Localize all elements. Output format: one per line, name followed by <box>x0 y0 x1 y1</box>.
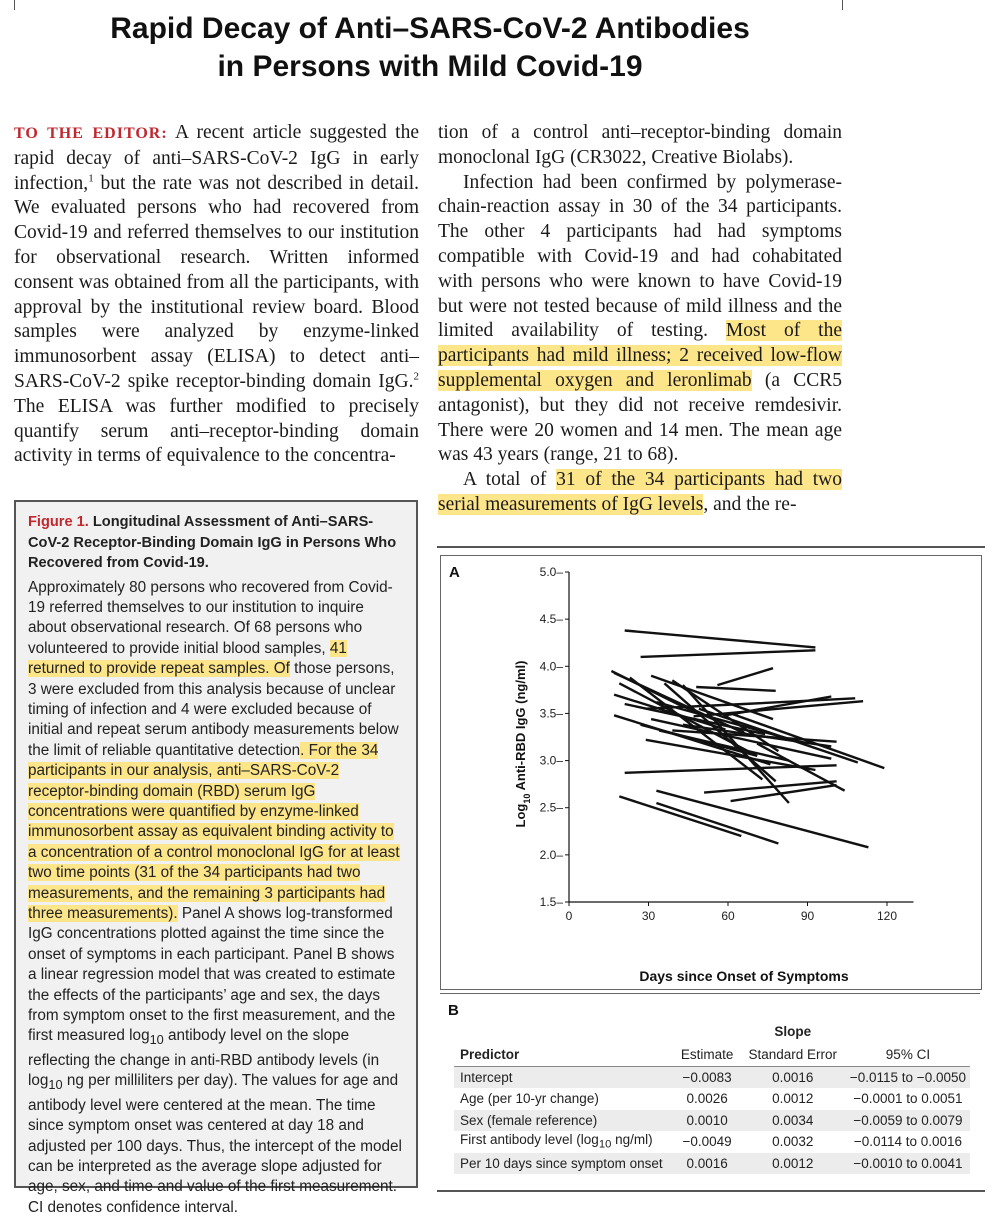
predictor-cell: Per 10 days since symptom onset <box>454 1153 675 1175</box>
figure-label: Figure 1. <box>28 514 89 530</box>
series-line-participant-16 <box>646 740 816 770</box>
x-axis-label: Days since Onset of Symptoms <box>639 968 849 984</box>
regression-table <box>454 1020 970 1175</box>
participant-lines <box>611 631 884 848</box>
series-line-participant-22 <box>694 701 864 716</box>
highlighted-text: . For the 34 participants in our analysis, anti–SARS-CoV-2 receptor-binding domain (RBD) serum IgG concentrations were quantified by enzyme-linked immunosorbent assay as equivalent binding activity to a concentration of a control monoclonal IgG for at least two time points (31 of the 34 participants had two measurements, and the remaining 3 participants had three measurements). <box>28 742 400 922</box>
y-tick-label: 3.0– <box>540 754 564 768</box>
table-row <box>454 1153 970 1175</box>
figure-caption <box>14 500 418 1188</box>
title-line-2: in Persons with Mild Covid-19 <box>0 48 860 86</box>
article-title <box>0 10 860 86</box>
letter-paragraph-2 <box>438 171 842 469</box>
header-predictor: Predictor <box>454 1042 675 1067</box>
highlighted-text: 31 of the 34 participants had two serial measurements of IgG levels <box>438 469 842 515</box>
letter-text: but the rate was not described in detail. We evaluated persons who had recovered from Covid-19 and referred themselves to our institution for observational research. Written informed consent was obtained from all the participants, with approval by the institutional review board. Blood samples were analyzed by enzyme-linked immunosorbent assay (ELISA) to detect anti–SARS-CoV-2 spike receptor-binding domain IgG. <box>14 173 419 392</box>
header-estimate: Estimate <box>675 1042 740 1067</box>
header-ci: 95% CI <box>846 1042 970 1067</box>
y-tick-label: 5.0– <box>540 565 564 579</box>
letter-column-1 <box>14 121 419 469</box>
estimate-cell: 0.0010 <box>675 1110 740 1132</box>
reference-2: 2 <box>414 370 420 382</box>
to-the-editor-label: TO THE EDITOR: <box>14 125 168 142</box>
ci-cell: −0.0115 to −0.0050 <box>846 1067 970 1089</box>
letter-text: A recent article suggested the rapid decay of anti–SARS-CoV-2 IgG in early infection, <box>14 122 419 194</box>
letter-text: , and the re- <box>703 494 796 515</box>
highlighted-text: 41 returned to provide repeat samples. Of <box>28 640 347 677</box>
corner-tick-right <box>842 0 843 10</box>
table-row <box>454 1110 970 1132</box>
series-line-participant-02 <box>641 650 816 657</box>
estimate-cell: −0.0049 <box>675 1131 740 1153</box>
predictor-cell: Age (per 10-yr change) <box>454 1088 675 1110</box>
panel-a-label: A <box>449 564 460 581</box>
y-tick-label: 3.5– <box>540 706 564 720</box>
table-row <box>454 1131 970 1153</box>
series-line-participant-30 <box>656 803 778 844</box>
se-cell: 0.0016 <box>740 1067 846 1089</box>
estimate-cell: −0.0083 <box>675 1067 740 1089</box>
predictor-cell: Intercept <box>454 1067 675 1089</box>
highlighted-text: Most of the participants had mild illness; 2 received low-flow supplemental oxygen and leronlimab <box>438 320 842 391</box>
column-header-row <box>454 1042 970 1067</box>
letter-text: (a CCR5 antagonist), but they did not receive remdesivir. There were 20 women and 14 men. The mean age was 43 years (range, 21 to 68). <box>438 370 842 465</box>
y-axis-label: Log$_{10}$ Anti-RBD IgG (ng/ml) <box>513 661 532 828</box>
letter-paragraph-continued: tion of a control anti–receptor-binding domain monoclonal IgG (CR3022, Creative Biolabs). <box>438 121 842 171</box>
caption-text: those persons, 3 were excluded from this analysis because of unclear timing of infection and 4 were excluded because of initial and repeat serum antibody measurements below the limit of reliable quantitative detection <box>28 660 399 759</box>
predictor-text: ng/ml) <box>611 1132 652 1147</box>
x-tick-label: 30 <box>642 909 656 923</box>
letter-paragraph-1 <box>14 121 419 469</box>
ci-cell: −0.0001 to 0.0051 <box>846 1088 970 1110</box>
caption-text: Panel A shows log-transformed IgG concentrations plotted against the time since the onset of symptoms in each participant. Panel B shows a linear regression model that was created to estimate the effects of the participants’ age and sex, the days from symptom onset to the first measurement, and the first measured log <box>28 905 395 1044</box>
y-tick-label: 2.0– <box>540 848 564 862</box>
reference-1: 1 <box>88 172 94 184</box>
x-tick-label: 60 <box>721 909 735 923</box>
series-line-participant-11 <box>696 687 776 691</box>
panel-a <box>440 555 982 990</box>
slope-header: Slope <box>740 1020 846 1042</box>
predictor-cell: Sex (female reference) <box>454 1110 675 1132</box>
spaghetti-plot <box>441 556 981 989</box>
se-cell: 0.0012 <box>740 1153 846 1175</box>
subscript: 10 <box>150 1032 164 1047</box>
ci-cell: −0.0010 to 0.0041 <box>846 1153 970 1175</box>
caption-title-text: Longitudinal Assessment of Anti–SARS-CoV-2 Receptor-Binding Domain IgG in Persons Who Recovered from Covid-19. <box>28 514 396 571</box>
corner-tick-left <box>14 0 15 10</box>
se-cell: 0.0032 <box>740 1131 846 1153</box>
y-tick-label: 2.5– <box>540 801 564 815</box>
series-line-participant-12 <box>717 668 773 685</box>
table-row <box>454 1088 970 1110</box>
subscript: 10 <box>599 1139 612 1151</box>
ci-cell: −0.0059 to 0.0079 <box>846 1110 970 1132</box>
caption-title <box>28 512 404 574</box>
y-tick-label: 1.5– <box>540 895 564 909</box>
series-line-participant-01 <box>625 631 816 648</box>
letter-text: Infection had been confirmed by polymerase-chain-reaction assay in 30 of the 34 participants. The other 4 participants had had symptoms compatible with Covid-19 and had cohabitated with persons who were known to have Covid-19 but were not tested because of mild illness and the limited availability of testing. <box>438 172 842 342</box>
ci-cell: −0.0114 to 0.0016 <box>846 1131 970 1153</box>
title-line-1: Rapid Decay of Anti–SARS-CoV-2 Antibodies <box>0 10 860 48</box>
y-tick-label: 4.5– <box>540 612 564 626</box>
caption-text: ng per milliliters per day). The values for age and antibody level were centered at the mean. The time since symptom onset was centered at day 18 and adjusted per 100 days. Thus, the intercept of the model can be interpreted as the average slope adjusted for age, sex, and time and value of the first measurement. CI denotes confidence interval. <box>28 1072 402 1215</box>
letter-paragraph-3 <box>438 468 842 518</box>
letter-column-2 <box>438 121 842 518</box>
estimate-cell: 0.0016 <box>675 1153 740 1175</box>
estimate-cell: 0.0026 <box>675 1088 740 1110</box>
predictor-text: First antibody level (log <box>460 1132 599 1147</box>
se-cell: 0.0012 <box>740 1088 846 1110</box>
figure-1 <box>437 546 985 1192</box>
panel-b <box>440 993 980 1184</box>
x-tick-label: 90 <box>801 909 815 923</box>
letter-text: The ELISA was further modified to precisely quantify serum anti–receptor-binding domain activity in terms of equivalence to the concentra- <box>14 396 419 467</box>
predictor-cell <box>454 1131 675 1153</box>
panel-b-label: B <box>448 1002 459 1019</box>
caption-body <box>28 578 404 1218</box>
y-tick-label: 4.0– <box>540 659 564 673</box>
table-row <box>454 1067 970 1089</box>
header-standard-error: Standard Error <box>740 1042 846 1067</box>
letter-text: A total of <box>463 469 556 490</box>
slope-header-row <box>454 1020 970 1042</box>
x-tick-label: 0 <box>566 909 573 923</box>
series-line-participant-29 <box>619 796 741 836</box>
chart-axes <box>540 565 914 923</box>
subscript: 10 <box>48 1077 62 1092</box>
caption-text: Approximately 80 persons who recovered from Covid-19 referred themselves to our institution to inquire about observational research. Of 68 persons who volunteered to provide initial blood samples, <box>28 579 393 657</box>
caption-text: antibody level on the slope reflecting the change in anti-RBD antibody levels (in log <box>28 1027 379 1089</box>
x-tick-label: 120 <box>877 909 897 923</box>
se-cell: 0.0034 <box>740 1110 846 1132</box>
